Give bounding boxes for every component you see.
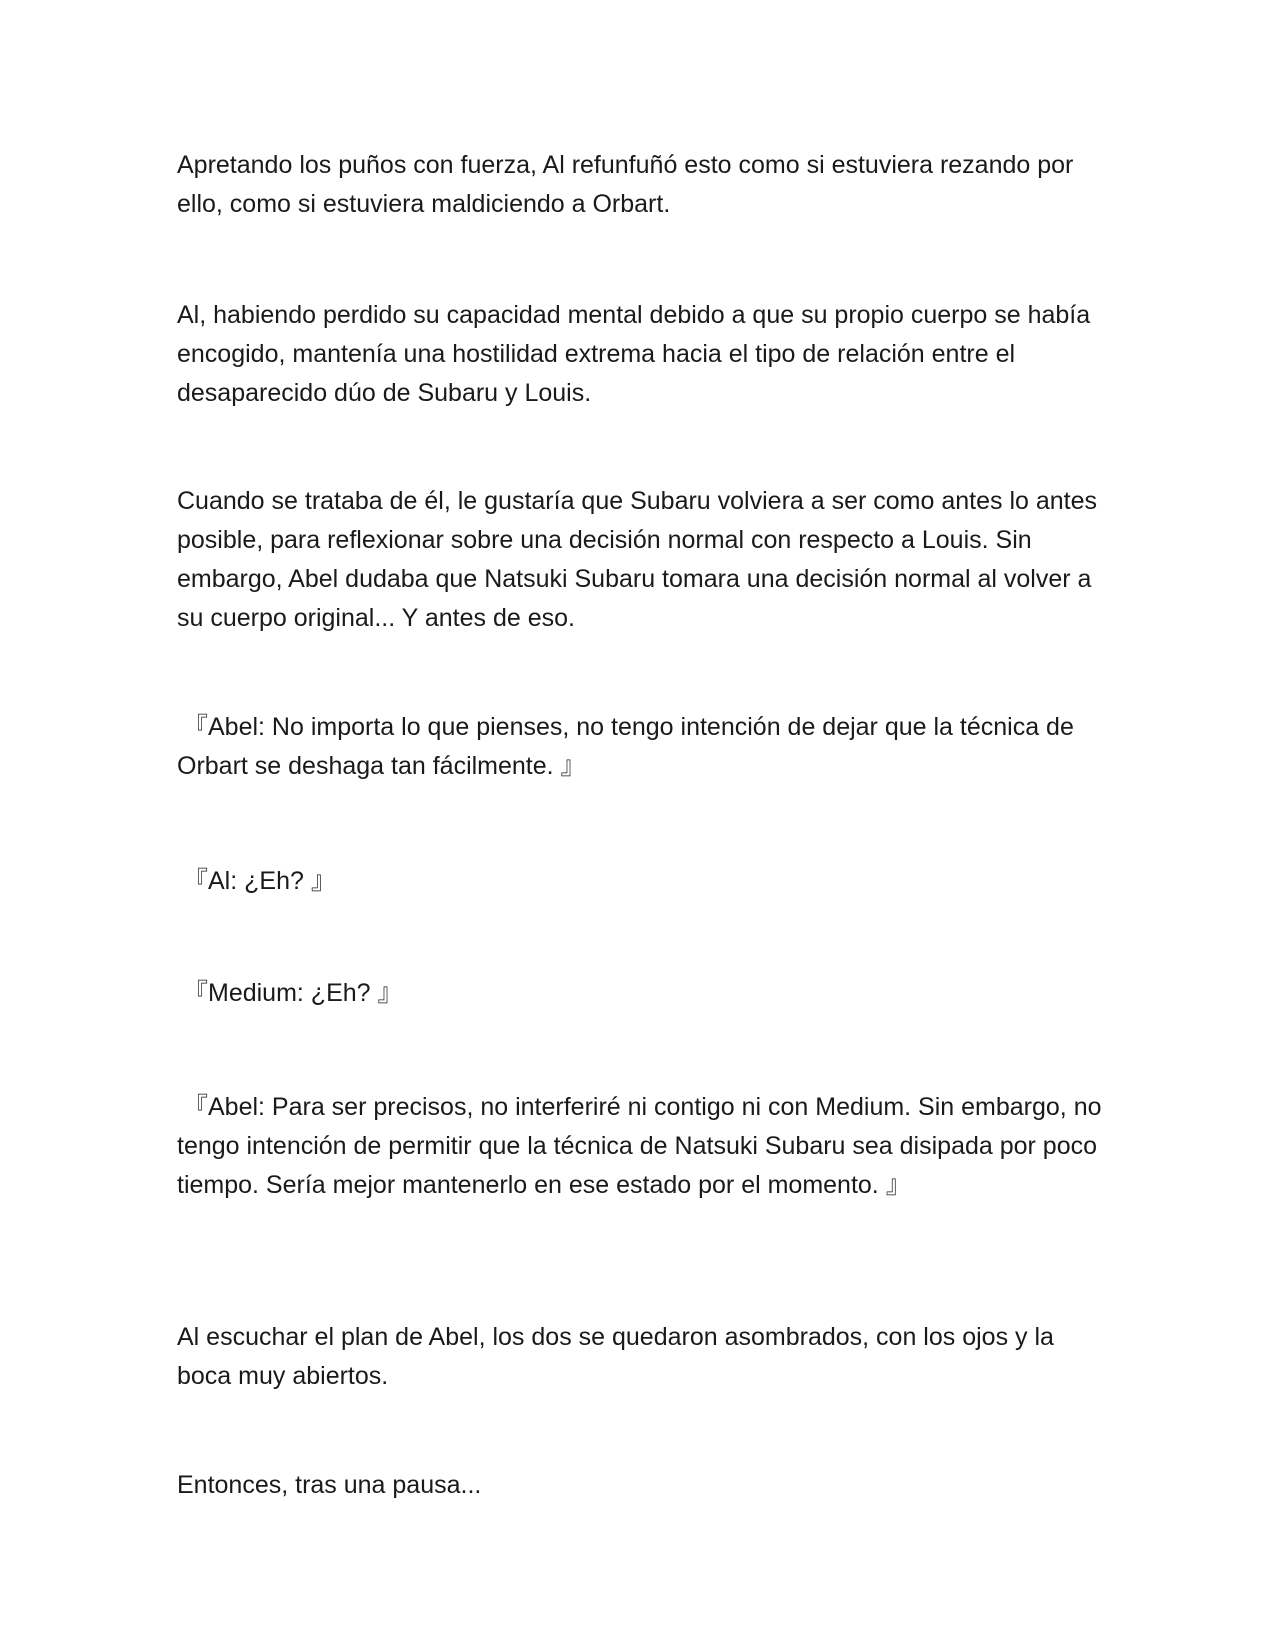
paragraph-narration-5: Entonces, tras una pausa...	[177, 1471, 482, 1499]
dialogue-medium: 『Medium: ¿Eh? 』	[183, 979, 403, 1007]
paragraph-narration-2: Al, habiendo perdido su capacidad mental debido a que su propio cuerpo se había encogido, mantenía una hostilidad extrema hacia el tipo de relación entre el desaparecido dúo de Subaru y Louis.	[177, 301, 1091, 407]
paragraph-narration-1: Apretando los puños con fuerza, Al refunfuñó esto como si estuviera rezando por ello, como si estuviera maldiciendo a Orbart.	[177, 151, 1074, 218]
dialogue-al: 『Al: ¿Eh? 』	[183, 867, 336, 895]
paragraph-narration-3: Cuando se trataba de él, le gustaría que Subaru volviera a ser como antes lo antes posible, para reflexionar sobre una decisión normal con respecto a Louis. Sin embargo, Abel dudaba que Natsuki Subaru tomara una decisión normal al volver a su cuerpo original... Y antes de eso.	[177, 487, 1098, 632]
dialogue-abel-2: 『Abel: Para ser precisos, no interferiré ni contigo ni con Medium. Sin embargo, no tengo intención de permitir que la técnica de Natsuki Subaru sea disipada por poco tiempo. Sería mejor mantenerlo en ese estado por el momento. 』	[177, 1093, 1102, 1199]
paragraph-narration-4: Al escuchar el plan de Abel, los dos se quedaron asombrados, con los ojos y la boca muy abiertos.	[177, 1323, 1054, 1390]
dialogue-abel-1: 『Abel: No importa lo que pienses, no tengo intención de dejar que la técnica de Orbart se deshaga tan fácilmente. 』	[177, 713, 1074, 780]
